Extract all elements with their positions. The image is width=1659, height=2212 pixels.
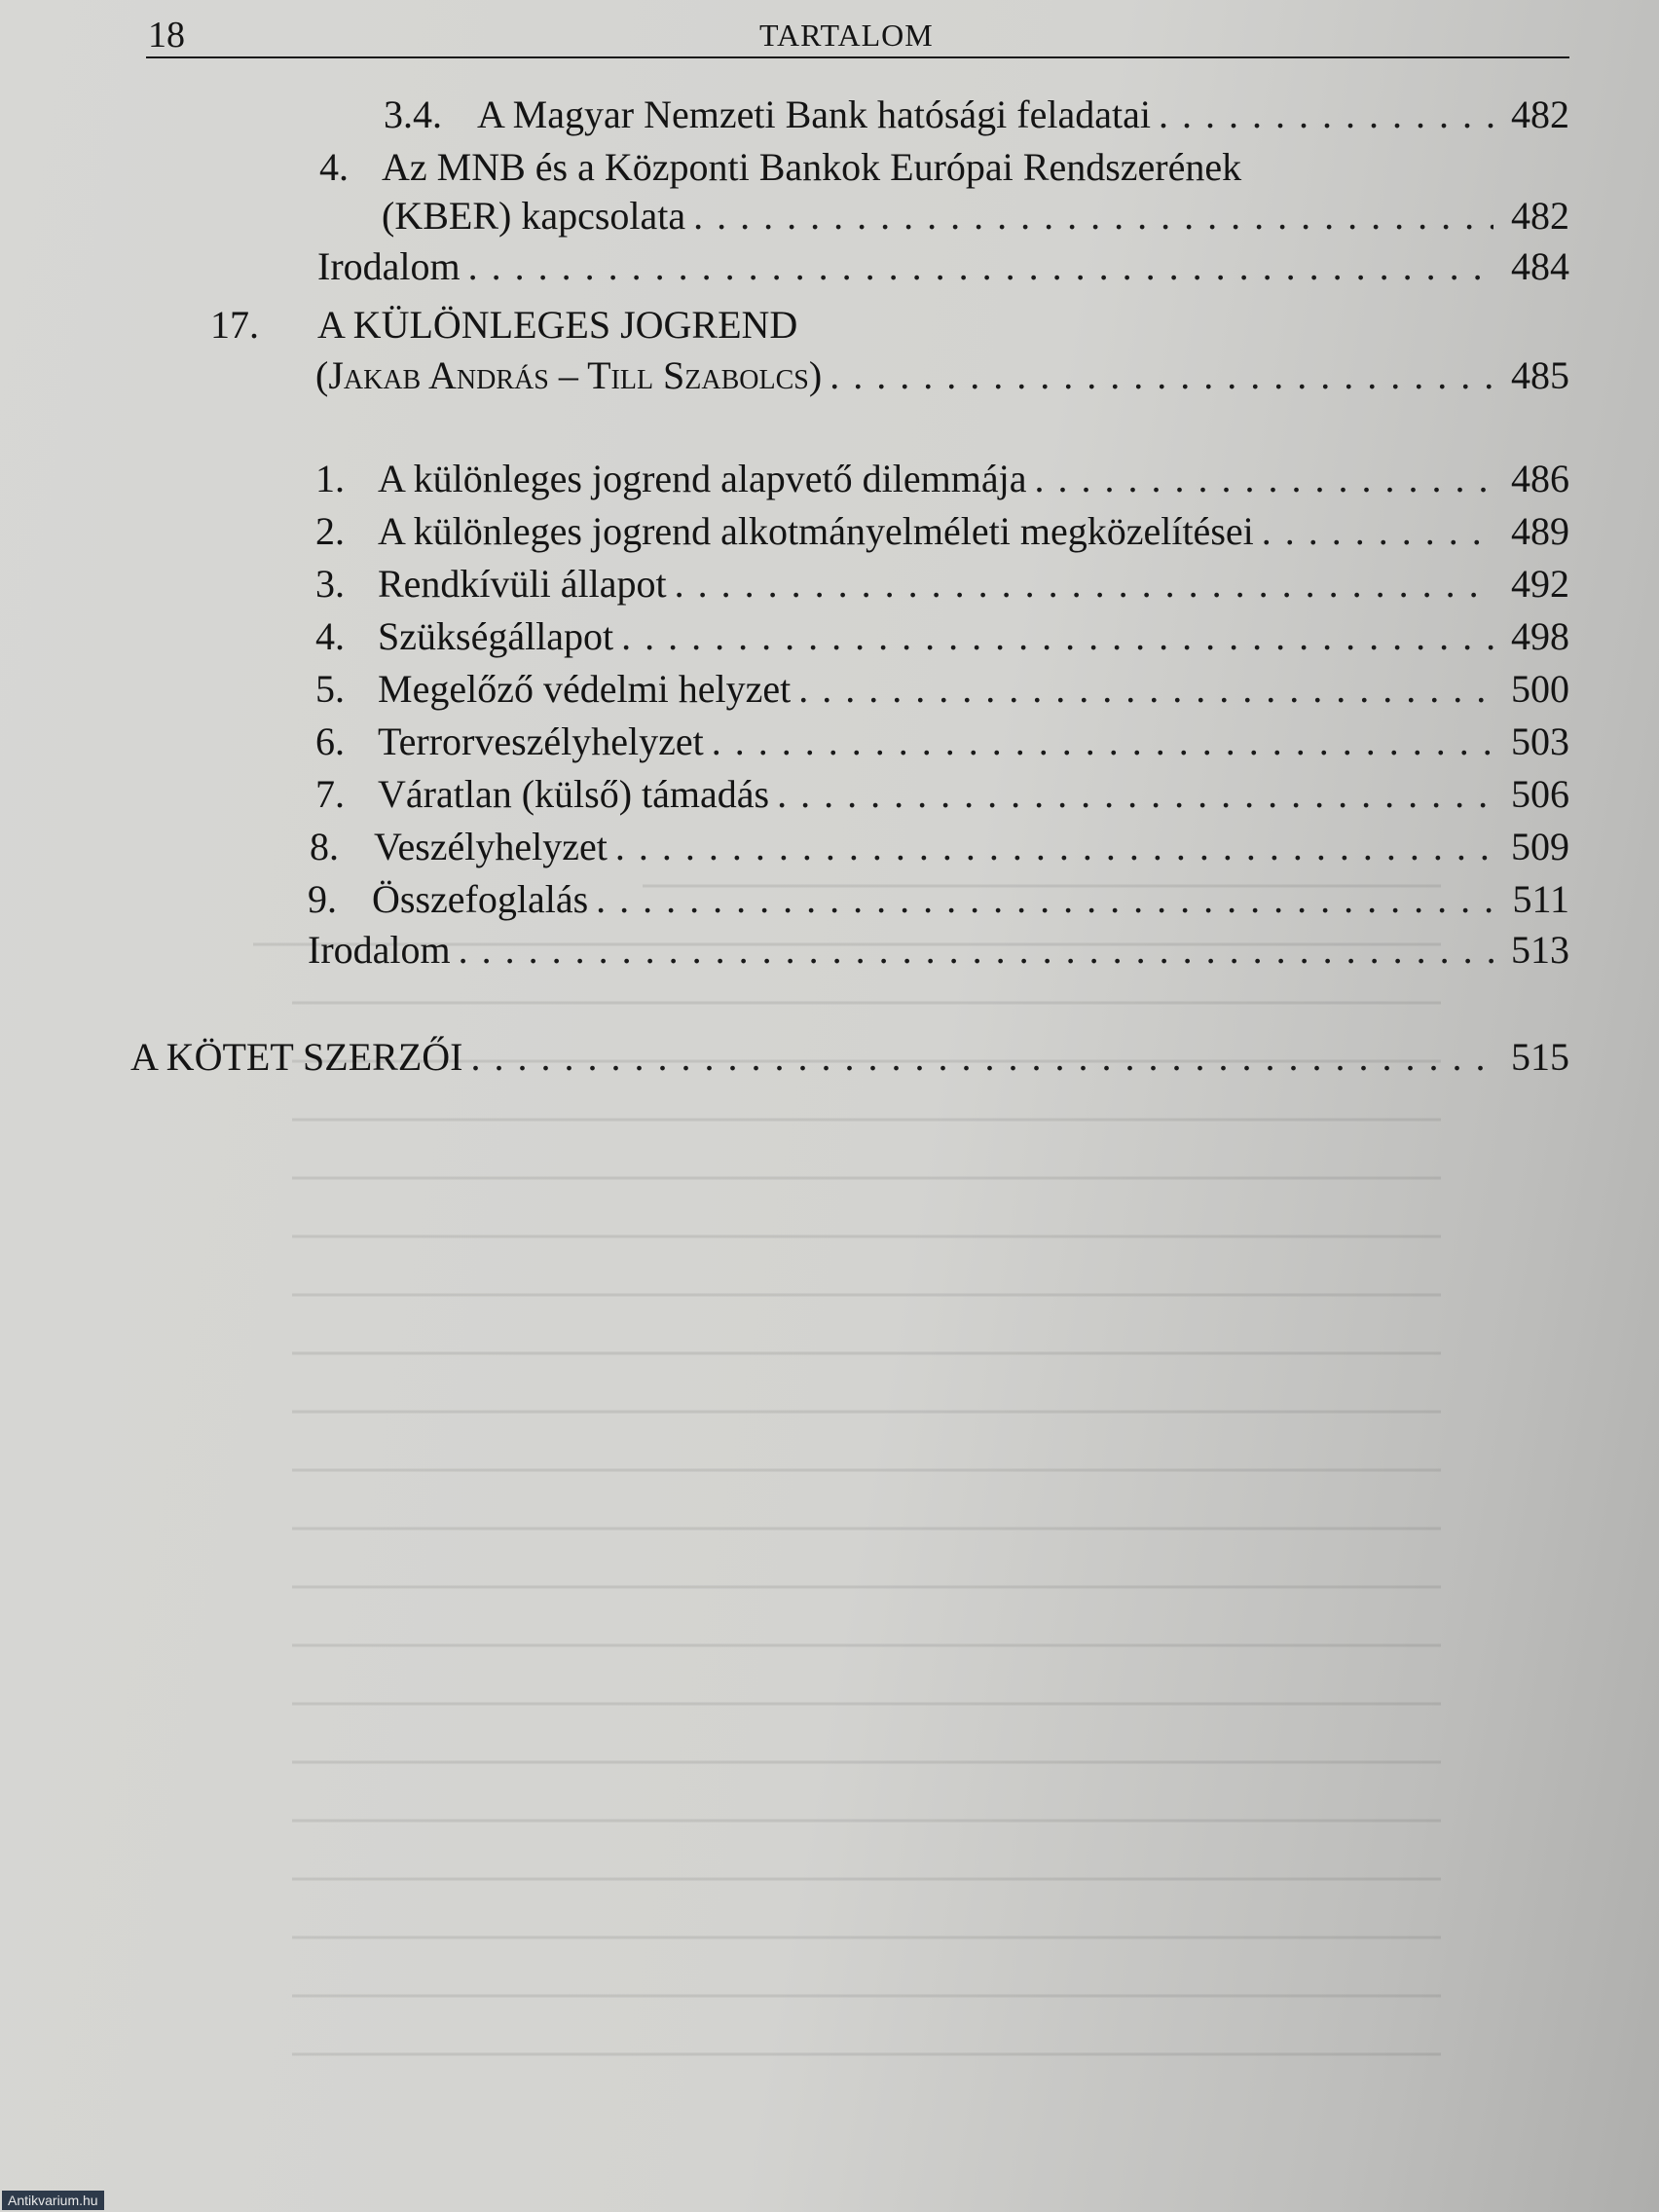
toc-leader-dots — [693, 193, 1493, 240]
toc-entry-label: (KBER) kapcsolata — [382, 194, 686, 238]
toc-leader-dots — [615, 824, 1493, 870]
toc-entry-label: A KÖTET SZERZŐI — [130, 1035, 463, 1079]
toc-entry-label: Irodalom — [308, 928, 451, 972]
toc-leader-dots — [621, 613, 1493, 660]
page-number: 18 — [148, 15, 185, 55]
toc-entry-label: Rendkívüli állapot — [378, 562, 667, 606]
toc-entry-label: Megelőző védelmi helyzet — [378, 667, 792, 711]
toc-entry-label: Terrorveszélyhelyzet — [378, 719, 704, 763]
toc-entry-page: 515 — [1511, 1035, 1569, 1079]
toc-entry-label: Irodalom — [317, 244, 461, 288]
toc-entry-number: 4. — [315, 614, 345, 658]
running-header-title: TARTALOM — [759, 18, 934, 53]
toc-entry-number: 4. — [319, 145, 349, 189]
toc-entry — [308, 927, 1569, 974]
toc-entry-number: 7. — [315, 772, 345, 816]
toc-entry — [310, 824, 1569, 870]
toc-leader-dots — [468, 243, 1493, 290]
toc-entry — [384, 92, 1569, 138]
toc-entry — [315, 508, 1569, 555]
toc-entry-page: 509 — [1511, 825, 1569, 868]
toc-leader-dots — [470, 1034, 1493, 1081]
toc-entry-page: 486 — [1511, 457, 1569, 500]
toc-entry-number: 3.4. — [384, 92, 442, 136]
toc-entry-authors-section — [130, 1034, 1569, 1081]
toc-entry-page: 484 — [1511, 244, 1569, 288]
toc-entry-label: Veszélyhelyzet — [374, 825, 608, 868]
toc-leader-dots — [675, 561, 1493, 608]
toc-entry-number: 8. — [310, 825, 339, 868]
toc-entry-number: 5. — [315, 667, 345, 711]
toc-entry-number: 9. — [308, 877, 337, 921]
toc-entry-page: 492 — [1511, 562, 1569, 606]
toc-leader-dots — [459, 927, 1493, 974]
header-rule — [146, 56, 1569, 58]
toc-leader-dots — [798, 666, 1493, 713]
toc-leader-dots — [1034, 456, 1493, 502]
toc-entry-label: A Magyar Nemzeti Bank hatósági feladatai — [477, 92, 1151, 136]
toc-entry-page: 498 — [1511, 614, 1569, 658]
toc-entry-page: 511 — [1512, 877, 1569, 921]
toc-entry-page: 482 — [1511, 194, 1569, 238]
toc-entry-label: A különleges jogrend alkotmányelméleti megközelítései — [378, 509, 1254, 553]
toc-leader-dots — [1262, 508, 1493, 555]
toc-entry — [315, 352, 1569, 399]
toc-entry — [315, 456, 1569, 502]
toc-entry — [308, 876, 1569, 923]
toc-entry-page: 482 — [1511, 92, 1569, 136]
toc-entry-label: A különleges jogrend alapvető dilemmája — [378, 457, 1027, 500]
toc-entry-label: Szükségállapot — [378, 614, 614, 658]
toc-entry-number: 2. — [315, 509, 345, 553]
chapter-title: A KÜLÖNLEGES JOGREND — [317, 303, 798, 347]
toc-entry — [315, 719, 1569, 765]
toc-entry — [317, 243, 1569, 290]
toc-entry-number: 3. — [315, 562, 345, 606]
toc-entry-page: 506 — [1511, 772, 1569, 816]
chapter-authors: (Jakab András – Till Szabolcs) — [315, 353, 823, 397]
toc-entry-label: Összefoglalás — [372, 877, 589, 921]
toc-leader-dots — [1159, 92, 1493, 138]
toc-entry-number: 6. — [315, 719, 345, 763]
toc-leader-dots — [777, 771, 1493, 818]
chapter-number: 17. — [210, 303, 259, 347]
toc-entry — [315, 613, 1569, 660]
toc-entry-page: 513 — [1511, 928, 1569, 972]
toc-leader-dots — [830, 352, 1493, 399]
toc-entry — [315, 771, 1569, 818]
toc-entry — [382, 193, 1569, 240]
toc-entry-page: 503 — [1511, 719, 1569, 763]
toc-entry — [319, 144, 1241, 191]
source-watermark: Antikvarium.hu — [2, 2191, 104, 2210]
toc-entry-page: 500 — [1511, 667, 1569, 711]
toc-leader-dots — [712, 719, 1493, 765]
toc-entry-page: 485 — [1511, 353, 1569, 397]
toc-leader-dots — [596, 876, 1493, 923]
toc-entry-number: 1. — [315, 457, 345, 500]
toc-entry — [315, 561, 1569, 608]
toc-entry-label: Az MNB és a Központi Bankok Európai Rendszerének — [382, 145, 1242, 189]
chapter-heading — [210, 302, 797, 349]
toc-entry-label: Váratlan (külső) támadás — [378, 772, 770, 816]
toc-entry-page: 489 — [1511, 509, 1569, 553]
toc-entry — [315, 666, 1569, 713]
